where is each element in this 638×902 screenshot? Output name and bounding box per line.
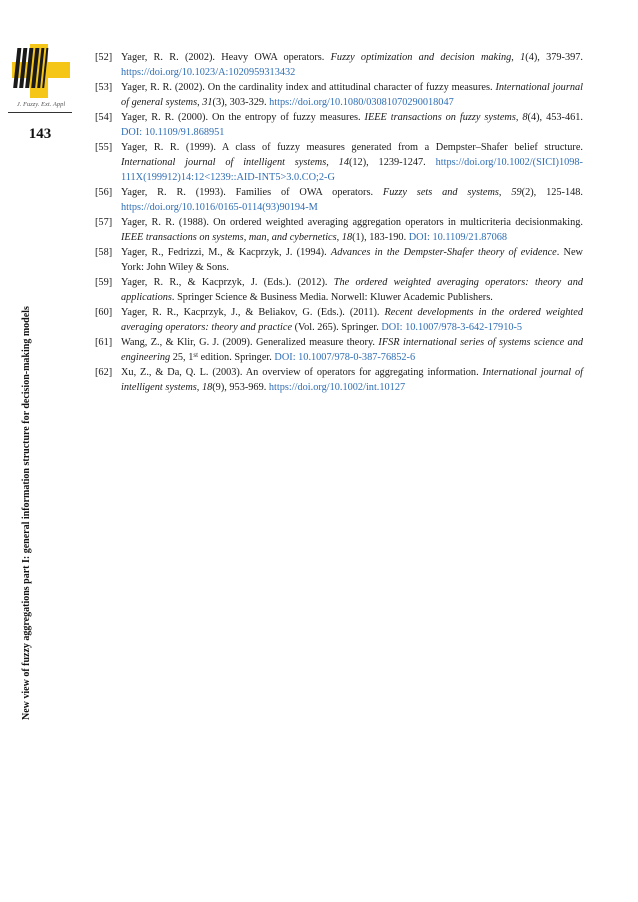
reference-authors: Wang, Z., & Klir, G. J. (2009). Generalized measure theory. xyxy=(121,337,379,348)
running-title: New view of fuzzy aggregations part I: general information structure for decision-making models xyxy=(21,306,32,720)
reference-number: [58] xyxy=(95,247,113,258)
reference-link[interactable]: https://doi.org/10.1080/03081070290018047 xyxy=(269,97,454,108)
reference-number: [59] xyxy=(95,277,113,288)
reference-title: Fuzzy optimization and decision making xyxy=(330,52,512,63)
reference-number: [57] xyxy=(95,217,113,228)
reference-item: [52] Yager, R. R. (2002). Heavy OWA operators. Fuzzy optimization and decision making, 1(4), 379-397. https://doi.org/10.1023/A:1020959313432 xyxy=(95,52,583,78)
journal-abbrev: J. Fuzzy. Ext. Appl xyxy=(16,101,66,108)
reference-item: [57] Yager, R. R. (1988). On ordered weighted averaging aggregation operators in multicriteria decisionmaking. IEEE transactions on systems, man, and cybernetics, 18(1), 183-190. DOI: 10.1109/21.87068 xyxy=(95,217,583,243)
reference-number: [52] xyxy=(95,52,113,63)
reference-authors: Yager, R. R. (1988). On ordered weighted averaging aggregation operators in multicriteria decisionmaking. xyxy=(121,217,583,228)
reference-number: [56] xyxy=(95,187,113,198)
reference-link[interactable]: DOI: 10.1109/91.868951 xyxy=(121,127,225,138)
reference-item: [61] Wang, Z., & Klir, G. J. (2009). Generalized measure theory. IFSR international series of systems science and engineering 25, 1st edition. Springer. DOI: 10.1007/978-0-387-76852-6 xyxy=(95,337,583,363)
reference-title: IFSR international series of systems science and engineering xyxy=(121,337,583,363)
reference-item: [54] Yager, R. R. (2000). On the entropy of fuzzy measures. IEEE transactions on fuzzy systems, 8(4), 453-461. DOI: 10.1109/91.868951 xyxy=(95,112,583,138)
reference-list xyxy=(95,50,583,395)
reference-number: [62] xyxy=(95,367,113,378)
reference-authors: Yager, R. R. (1999). A class of fuzzy measures generated from a Dempster–Shafer belief structure. xyxy=(121,142,583,153)
reference-item: [62] Xu, Z., & Da, Q. L. (2003). An overview of operators for aggregating information. International journal of intelligent systems, 18(9), 953-969. https://doi.org/10.1002/int.10127 xyxy=(95,367,583,393)
reference-item: [53] Yager, R. R. (2002). On the cardinality index and attitudinal character of fuzzy measures. International journal of general systems, 31(3), 303-329. https://doi.org/10.1080/03081070290018047 xyxy=(95,82,583,108)
reference-title: The ordered weighted averaging operators: theory and applications xyxy=(121,277,583,303)
reference-link[interactable]: https://doi.org/10.1023/A:1020959313432 xyxy=(121,67,296,78)
reference-authors: Yager, R., Fedrizzi, M., & Kacprzyk, J. (1994). xyxy=(121,247,331,258)
reference-number: [54] xyxy=(95,112,113,123)
reference-link[interactable]: https://doi.org/10.1002/(SICI)1098-111X(199912)14:12<1239::AID-INT5>3.0.CO;2-G xyxy=(121,157,583,183)
reference-number: [53] xyxy=(95,82,113,93)
reference-authors: Yager, R. R. (2002). Heavy OWA operators. xyxy=(121,52,331,63)
reference-title: International journal of general systems xyxy=(121,82,583,108)
reference-link[interactable]: https://doi.org/10.1002/int.10127 xyxy=(268,382,406,393)
reference-title: IEEE transactions on systems, man, and cybernetics xyxy=(121,232,337,243)
reference-authors: Yager, R. R. (2002). On the cardinality index and attitudinal character of fuzzy measures. xyxy=(121,82,496,93)
reference-title: Advances in the Dempster-Shafer theory of evidence xyxy=(330,247,557,258)
reference-number: [61] xyxy=(95,337,113,348)
reference-item: [59] Yager, R. R., & Kacprzyk, J. (Eds.). (2012). The ordered weighted averaging operators: theory and applications. Springer Science & Business Media. Norwell: Kluwer Academic Publishers. xyxy=(95,277,583,303)
reference-link[interactable]: DOI: 10.1007/978-3-642-17910-5 xyxy=(381,322,523,333)
reference-authors: Xu, Z., & Da, Q. L. (2003). An overview of operators for aggregating information. xyxy=(121,367,483,378)
ordinal-suffix: st xyxy=(193,351,199,359)
reference-item: [60] Yager, R. R., Kacprzyk, J., & Beliakov, G. (Eds.). (2011). Recent developments in the ordered weighted averaging operators: theory and practice (Vol. 265). Springer. DOI: 10.1007/978-3-642-17910-5 xyxy=(95,307,583,333)
reference-link[interactable]: DOI: 10.1109/21.87068 xyxy=(408,232,508,243)
reference-authors: Yager, R. R., & Kacprzyk, J. (Eds.). (2012). xyxy=(121,277,334,288)
reference-title: IEEE transactions on fuzzy systems xyxy=(364,112,516,123)
reference-link[interactable]: https://doi.org/10.1016/0165-0114(93)90194-M xyxy=(121,202,318,213)
reference-number: [55] xyxy=(95,142,113,153)
reference-title: International journal of intelligent systems xyxy=(121,157,327,168)
reference-number: [60] xyxy=(95,307,113,318)
reference-authors: Yager, R. R. (2000). On the entropy of fuzzy measures. xyxy=(121,112,365,123)
header-divider xyxy=(8,112,72,113)
reference-title: Recent developments in the ordered weighted averaging operators: theory and practice xyxy=(121,307,583,333)
reference-authors: Yager, R. R. (1993). Families of OWA operators. xyxy=(121,187,383,198)
journal-logo xyxy=(10,42,72,100)
reference-title: International journal of intelligent systems xyxy=(121,367,583,393)
page-number: 143 xyxy=(28,126,52,142)
reference-title: Fuzzy sets and systems xyxy=(382,187,499,198)
reference-item: [58] Yager, R., Fedrizzi, M., & Kacprzyk, J. (1994). Advances in the Dempster-Shafer theory of evidence. New York: John Wiley & Sons. xyxy=(95,247,583,273)
reference-link[interactable]: DOI: 10.1007/978-0-387-76852-6 xyxy=(274,352,416,363)
reference-item: [56] Yager, R. R. (1993). Families of OWA operators. Fuzzy sets and systems, 59(2), 125-148. https://doi.org/10.1016/0165-0114(93)90194-M xyxy=(95,187,583,213)
reference-authors: Yager, R. R., Kacprzyk, J., & Beliakov, G. (Eds.). (2011). xyxy=(121,307,385,318)
reference-item: [55] Yager, R. R. (1999). A class of fuzzy measures generated from a Dempster–Shafer belief structure. International journal of intelligent systems, 14(12), 1239-1247. https://doi.org/10.1002/(SICI)1098-111X(199912)14:12<1239::AID-INT5>3.0.CO;2-G xyxy=(95,142,583,183)
